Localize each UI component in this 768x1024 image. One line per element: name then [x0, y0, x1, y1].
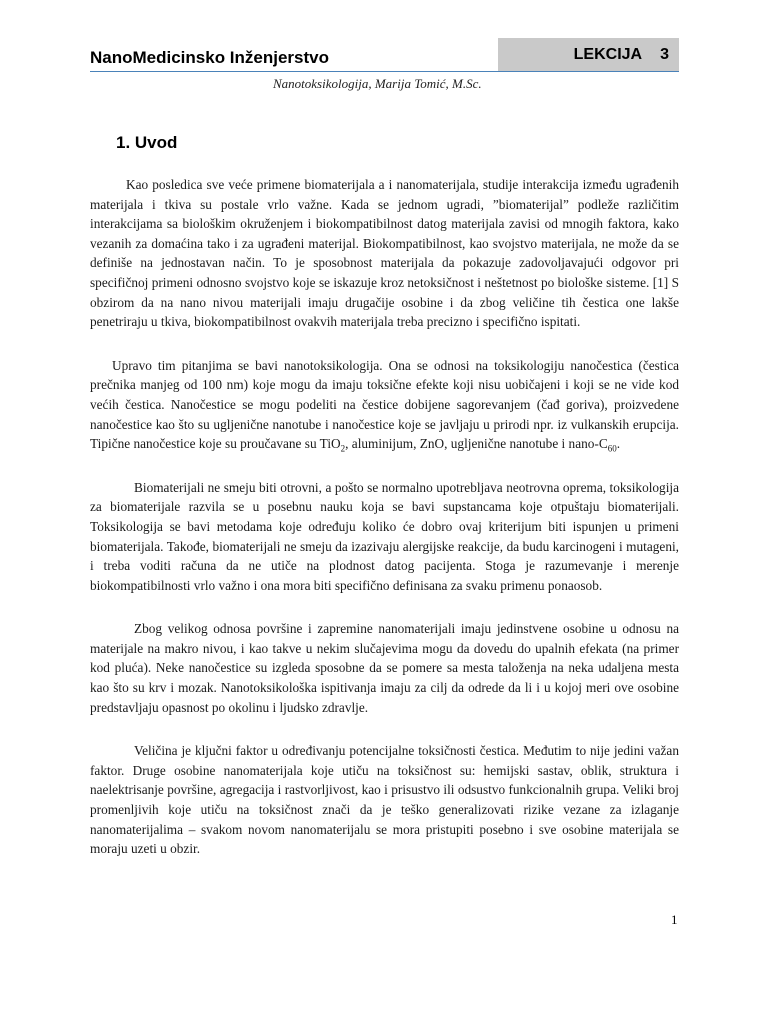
paragraph: Kao posledica sve veće primene biomaterijala a i nanomaterijala, studije interakcija između ugrađenih materijala i tkiva su postale vrlo važne. Kada se jednom ugradi, ”biomaterijal” podleže različitim interakcijama sa biološkim okruženjem i biokompatibilnost datog materijala zavisi od mnogih faktora, kako vezanih za domaćina tako i za ugrađeni materijal. Biokompatibilnost, kao svojstvo materijala, ne može da se definiše na jednostavan način. To je sposobnost materijala da pokazuje zadovoljavajući odgovor pri specifičnoj primeni odnosno svojstvo koje se iskazuje kroz netoksičnost i neštetnost po biološke sisteme. [1] S obzirom da na nano nivou materijali imaju drugačije osobine i da zbog veličine tih čestica one lakše penetriraju u tkiva, biokompatibilnost ovakvih materijala treba precizno i specifično ispitati.	[90, 177, 679, 330]
document-subtitle: Nanotoksikologija, Marija Tomić, M.Sc.	[273, 76, 482, 91]
paragraph: Veličina je ključni faktor u određivanju potencijalne toksičnosti čestica. Međutim to nije jedini važan faktor. Druge osobine nanomaterijala koje utiču na toksičnost su: hemijski sastav, oblik, struktura i naelektrisanje površine, agregacija i rastvorljivost, kao i prisustvo ili odsustvo funkcionalnih grupa. Veliki broj promenljivih koje utiču na toksičnost znači da je teško generalizovati rizike vezane za izlaganje nanomaterijalima – svakom novom nanomaterijalu se mora pristupiti posebno i sve osobine materijala se moraju uzeti u obzir.	[90, 743, 679, 857]
document-title: NanoMedicinsko Inženjerstvo	[90, 48, 329, 67]
paragraph: Biomaterijali ne smeju biti otrovni, a pošto se normalno upotrebljava neotrovna oprema, toksikologija za biomaterijale razvila se u posebnu nauku koja se bavi supstancama koje otpuštaju biomaterijali. Toksikologija se bavi metodama koje određuju koliko će dobro ovaj kriterijum biti ispunjen u primeni biomaterijala. Takođe, biomaterijali ne smeju da izazivaju alergijske reakcije, da budu karcinogeni i mutageni, i treba voditi računa da ne utiče na plodnost datog pacijenta. Stoga je razumevanje i merenje biokompatibilnosti vrlo važno i ona mora biti specifično definisana za svaku primenu ponaosob.	[90, 479, 679, 593]
page-number: 1	[671, 912, 678, 927]
lesson-box	[498, 38, 679, 71]
header-divider	[90, 71, 679, 72]
paragraph: Upravo tim pitanjima se bavi nanotoksikologija. Ona se odnosi na toksikologiju nanočestica (čestica prečnika manjeg od 100 nm) koje mogu da imaju toksične efekte koji nisu uobičajeni i koji se ne vide kod većih čestica. Nanočestice se mogu podeliti na čestice dobijene sagorevanjem (čađ goriva), proizvedene nanočestice kao što su ugljenične nanotube i nanočestice koje se javljaju u prirodi npr. iz vulkanskih erupcija. Tipične nanočestice koje su proučavane su TiO$_2$, aluminijum, ZnO, ugljenične nanotube i nano-$C_{60}$.	[90, 357, 679, 454]
body-text	[90, 175, 679, 883]
lesson-number: 3	[660, 45, 669, 63]
lesson-label: LEKCIJA	[573, 45, 643, 63]
section-heading: 1. Uvod	[116, 133, 178, 152]
paragraph: Zbog velikog odnosa površine i zapremine nanomaterijali imaju jedinstvene osobine u odnosu na materijale na makro nivou, i kao takve u nekim slučajevima mogu da dovedu do upalnih efekata (na primer kod pluća). Neke nanočestice su izgleda sposobne da se pomere sa mesta taloženja na neka udaljena mesta kao što su krv i mozak. Nanotoksikološka ispitivanja imaju za cilj da odrede da li i u kojoj meri ove osobine predstavljaju opasnost po okolinu i ljudsko zdravlje.	[90, 621, 679, 715]
